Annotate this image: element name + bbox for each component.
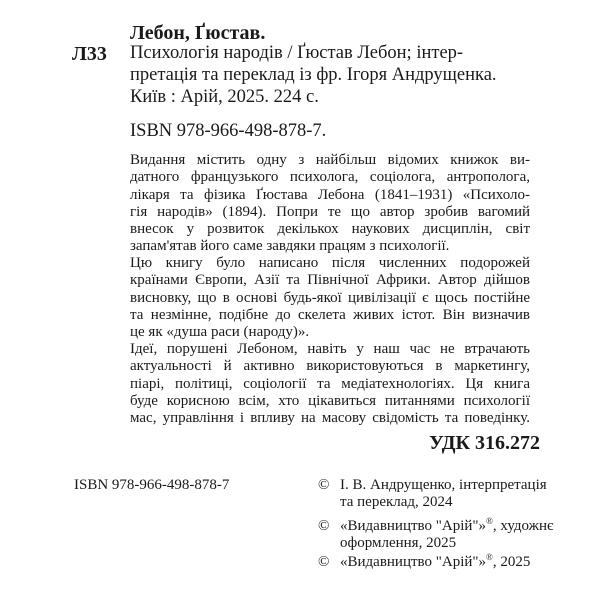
paragraph-2-line: Цю книгу було написано після численних подорожей [130, 255, 530, 271]
paragraph-1-line: датного французького психолога, соціолога, антрополога, [130, 169, 530, 186]
paragraph-2-line: країнами Європи, Азії та Північної Африки. Автор дійшов [130, 272, 530, 289]
copyright-symbol: © [318, 518, 330, 534]
copyright-line: «Видавництво "Арій"» [340, 554, 487, 570]
catalog-line-3: Київ : Арій, 2025. 224 с. [130, 87, 319, 107]
registered-mark: ® [486, 552, 493, 562]
paragraph-3-line: актуальності й активно використовуються в маркетингу, [130, 358, 530, 375]
description-paragraph-2 [130, 255, 530, 341]
copyright-line: оформлення, 2025 [340, 535, 457, 551]
catalog-line-2: претація та переклад із фр. Ігоря Андрущенка. [130, 65, 497, 85]
copyright-symbol: © [318, 477, 330, 493]
author-name: Лебон, Ґюстав. [130, 22, 266, 44]
description-paragraph-1 [130, 152, 530, 256]
paragraph-3-line: буде корисною всім, хто цікавиться питаннями психології [130, 392, 530, 409]
isbn-top: ISBN 978-966-498-878-7. [130, 121, 327, 141]
description-paragraph-3 [130, 341, 530, 427]
copyright-line: І. В. Андрущенко, інтерпретація [340, 477, 547, 493]
copyright-design [318, 513, 553, 552]
catalog-line-1: Психологія народів / Ґюстав Лебон; інтер- [130, 43, 464, 63]
copyright-publisher [318, 549, 530, 571]
copyright-line: «Видавництво "Арій"» [340, 518, 487, 534]
copyright-symbol: © [318, 554, 330, 570]
copyright-line: , художнє [492, 518, 554, 534]
paragraph-1-line: внесок у розвиток декількох наукових дисциплін, світ [130, 221, 530, 238]
copyright-line: , 2025 [492, 554, 531, 570]
paragraph-1-line: гія народів» (1894). Попри те що автор зробив вагомий [130, 203, 530, 220]
paragraph-2-line: та незмінне, подібне до скелета живих істот. Він визначив [130, 306, 530, 323]
paragraph-1-line: Видання містить одну з найбільш відомих книжок ви- [130, 152, 530, 168]
paragraph-2-line: висновку, що в основі будь-якої цивілізації є щось постійне [130, 289, 530, 306]
paragraph-2-line: це як «душа раси (народу)». [130, 324, 310, 341]
copyright-translator [318, 477, 547, 511]
classification-code: Л33 [72, 43, 107, 65]
isbn-bottom: ISBN 978-966-498-878-7 [74, 477, 230, 493]
paragraph-1-line: лікаря та фізика Ґюстава Лебона (1841–1931) «Психоло- [130, 186, 530, 203]
copyright-line: та переклад, 2024 [340, 494, 453, 510]
registered-mark: ® [486, 516, 493, 526]
paragraph-3-line: піарі, політиці, соціології та медіатехнологіях. Ця книга [130, 375, 530, 392]
paragraph-3-line: Ідеї, порушені Лебоном, навіть у наш час не втрачають [130, 341, 530, 357]
paragraph-3-line: мас, управління і впливу на масову свідомість та поведінку. [130, 410, 530, 427]
paragraph-1-line: запам'ятав його саме завдяки працям з психології. [130, 238, 450, 255]
udk-code: УДК 316.272 [429, 432, 540, 454]
